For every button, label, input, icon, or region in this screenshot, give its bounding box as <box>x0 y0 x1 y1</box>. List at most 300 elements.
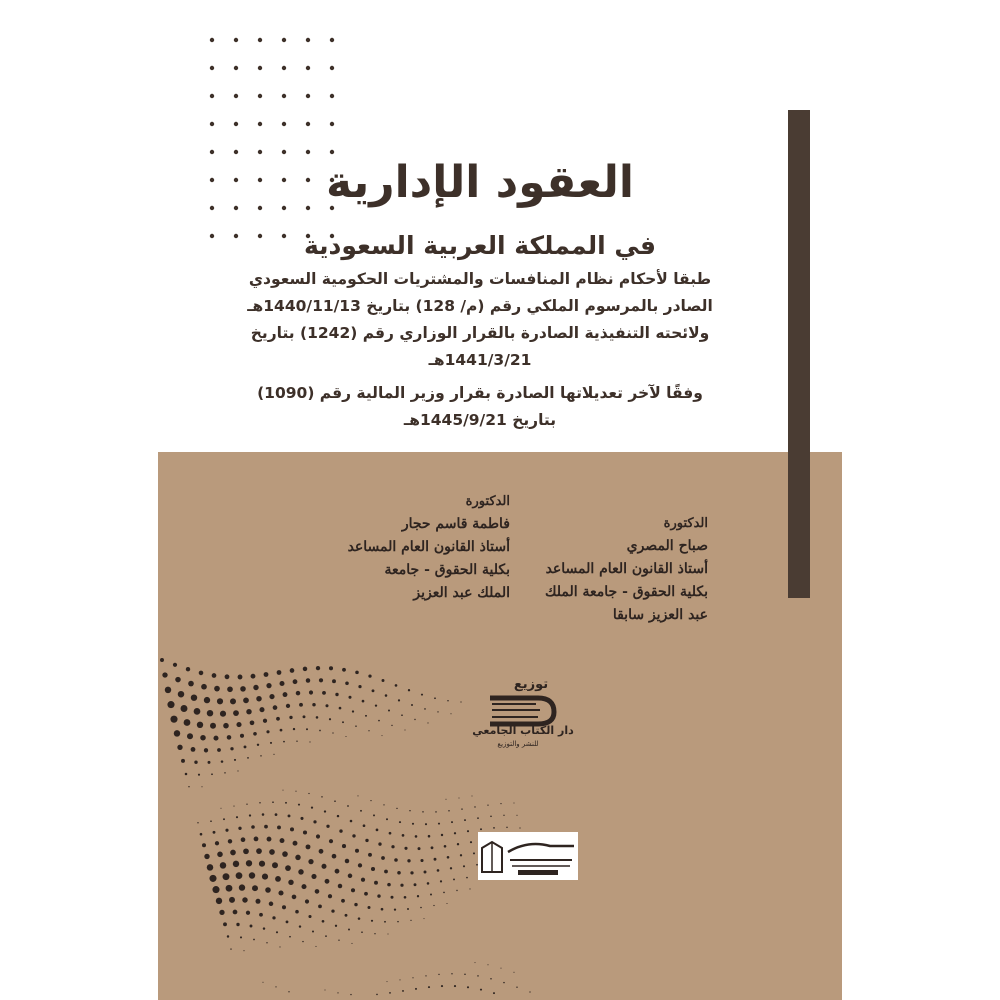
halftone-dot <box>368 674 371 677</box>
halftone-dot <box>474 806 475 807</box>
halftone-dot <box>220 711 226 717</box>
halftone-dot <box>311 807 313 809</box>
halftone-dot <box>529 991 530 992</box>
halftone-dot <box>456 890 457 891</box>
halftone-dot <box>500 803 501 804</box>
halftone-dot <box>209 875 216 882</box>
halftone-dot <box>194 708 201 715</box>
halftone-dot <box>441 985 443 987</box>
halftone-dot <box>410 920 411 921</box>
halftone-dot <box>394 858 398 862</box>
halftone-dot <box>355 849 359 853</box>
halftone-dot <box>480 828 482 830</box>
halftone-dot <box>276 717 280 721</box>
decoration-dot <box>258 38 262 42</box>
halftone-dot <box>368 853 372 857</box>
halftone-dot <box>263 927 265 929</box>
halftone-dot <box>375 704 377 706</box>
halftone-dot <box>272 862 278 868</box>
halftone-dot <box>428 835 431 838</box>
halftone-dot <box>396 808 397 809</box>
halftone-dot <box>376 829 379 832</box>
halftone-dot <box>493 992 495 994</box>
halftone-dot <box>438 823 440 825</box>
halftone-dot <box>181 705 188 712</box>
halftone-dot <box>227 735 232 740</box>
halftone-dot <box>275 876 281 882</box>
halftone-dot <box>415 835 418 838</box>
halftone-dot <box>174 730 180 736</box>
halftone-dot <box>293 841 298 846</box>
halftone-dot <box>194 760 197 763</box>
halftone-dot <box>412 823 414 825</box>
halftone-dot <box>202 843 206 847</box>
halftone-dot <box>305 899 309 903</box>
halftone-dot <box>389 832 392 835</box>
halftone-dot <box>213 831 216 834</box>
halftone-dot <box>342 668 346 672</box>
halftone-dot <box>220 808 221 809</box>
halftone-dot <box>204 748 208 752</box>
description-line: 1441/3/21هـ <box>428 351 532 369</box>
halftone-dot <box>306 844 311 849</box>
halftone-dot <box>264 672 269 677</box>
halftone-dot <box>420 907 422 909</box>
halftone-dot <box>332 732 333 733</box>
decoration-dot <box>330 122 334 126</box>
halftone-dot <box>324 989 325 990</box>
halftone-dot <box>256 696 261 701</box>
decoration-dot <box>306 94 310 98</box>
halftone-dot <box>477 975 479 977</box>
halftone-dot <box>458 797 459 798</box>
halftone-dot <box>250 925 253 928</box>
description-line: وفقًا لآخر تعديلاتها الصادرة بقرار وزير المالية رقم (1090) <box>257 384 703 402</box>
halftone-dot <box>225 829 228 832</box>
halftone-dot <box>272 801 274 803</box>
halftone-dot <box>230 850 236 856</box>
halftone-dot <box>367 906 370 909</box>
halftone-dot <box>355 725 357 727</box>
halftone-dot <box>357 795 358 796</box>
decoration-dot <box>330 66 334 70</box>
halftone-dot <box>372 689 375 692</box>
halftone-dot <box>352 710 354 712</box>
halftone-dot <box>469 888 470 889</box>
decoration-dot <box>210 66 214 70</box>
halftone-dot <box>167 701 174 708</box>
halftone-dot <box>427 882 430 885</box>
halftone-dot <box>503 815 504 816</box>
halftone-dot <box>278 890 283 895</box>
description-line: طبقا لأحكام نظام المنافسات والمشتريات الحكومية السعودي <box>248 270 712 288</box>
halftone-dot <box>238 675 243 680</box>
halftone-dot <box>519 827 520 828</box>
halftone-dot <box>316 666 320 670</box>
halftone-dot <box>216 898 222 904</box>
halftone-dot <box>188 786 189 787</box>
halftone-dot <box>425 823 427 825</box>
halftone-dot <box>306 728 308 730</box>
title-block <box>200 150 760 434</box>
halftone-dot <box>187 733 193 739</box>
author-affiliation: أستاذ القانون العام المساعد <box>545 561 708 577</box>
halftone-dot <box>283 741 285 743</box>
halftone-dot <box>309 741 310 742</box>
halftone-dot <box>293 728 295 730</box>
halftone-dot <box>200 833 203 836</box>
halftone-dot <box>225 674 230 679</box>
halftone-dot <box>319 849 324 854</box>
halftone-dot <box>303 667 308 672</box>
halftone-dot <box>251 674 256 679</box>
halftone-dot <box>254 837 259 842</box>
halftone-dot <box>387 883 391 887</box>
halftone-dot <box>411 704 413 706</box>
halftone-dot <box>422 811 423 812</box>
halftone-dot <box>243 950 244 951</box>
halftone-dot <box>407 908 409 910</box>
halftone-dot <box>250 720 255 725</box>
halftone-dot <box>295 910 299 914</box>
halftone-dot <box>243 698 249 704</box>
halftone-dot <box>446 903 447 904</box>
halftone-dot <box>342 844 346 848</box>
halftone-dot <box>184 719 191 726</box>
halftone-dot <box>467 986 469 988</box>
halftone-dot <box>337 992 338 993</box>
author-1 <box>488 512 708 627</box>
halftone-dot <box>457 843 459 845</box>
halftone-dot <box>298 869 303 874</box>
halftone-dot <box>447 856 450 859</box>
book-title: العقود الإدارية <box>326 157 634 208</box>
halftone-dot <box>233 910 238 915</box>
halftone-dot <box>249 872 255 878</box>
halftone-dot <box>345 682 349 686</box>
halftone-dot <box>318 905 322 909</box>
halftone-dot <box>339 829 342 832</box>
halftone-dot <box>259 861 265 867</box>
halftone-dot <box>298 804 300 806</box>
halftone-dot <box>358 917 361 920</box>
halftone-dot <box>267 837 272 842</box>
author-affiliation: أستاذ القانون العام المساعد <box>347 539 510 555</box>
halftone-dot <box>288 880 293 885</box>
halftone-dot <box>252 885 258 891</box>
halftone-dot <box>324 810 326 812</box>
distribution-label: توزيع <box>513 677 549 692</box>
halftone-dot <box>241 837 246 842</box>
halftone-dot <box>400 884 403 887</box>
halftone-dot <box>364 892 368 896</box>
halftone-dot <box>253 732 257 736</box>
halftone-dot <box>407 859 410 862</box>
halftone-dot <box>282 790 283 791</box>
halftone-dot <box>321 864 326 869</box>
description-line: بتاريخ 1445/9/21هـ <box>403 411 557 429</box>
halftone-dot <box>256 848 262 854</box>
decoration-dot <box>282 94 286 98</box>
halftone-dot <box>450 713 451 714</box>
halftone-dot <box>223 873 230 880</box>
description-line: الصادر بالمرسوم الملكي رقم (م/ 128) بتاريخ 1440/11/13هـ <box>247 297 713 315</box>
halftone-dot <box>299 925 301 927</box>
halftone-dot <box>434 697 436 699</box>
halftone-dot <box>415 988 417 990</box>
halftone-dot <box>296 740 297 741</box>
halftone-dot <box>279 681 284 686</box>
halftone-dot <box>280 729 283 732</box>
halftone-dot <box>348 929 350 931</box>
halftone-dot <box>211 773 213 775</box>
halftone-dot <box>358 863 362 867</box>
halftone-dot <box>240 734 244 738</box>
halftone-dot <box>450 867 452 869</box>
halftone-dot <box>197 822 198 823</box>
halftone-dot <box>265 887 271 893</box>
halftone-dot <box>303 715 306 718</box>
halftone-dot <box>378 842 381 845</box>
halftone-dot <box>259 913 263 917</box>
decoration-dot <box>234 94 238 98</box>
halftone-dot <box>424 918 425 919</box>
halftone-dot <box>260 755 261 756</box>
author-affiliation: الملك عبد العزيز <box>413 585 510 601</box>
halftone-dot <box>246 911 250 915</box>
halftone-dot <box>227 935 229 937</box>
halftone-dot <box>311 874 316 879</box>
halftone-dot <box>402 834 405 837</box>
halftone-dot <box>384 921 386 923</box>
halftone-dot <box>351 888 355 892</box>
halftone-dot <box>315 946 316 947</box>
vertical-accent-bar <box>788 110 810 598</box>
halftone-dot <box>352 834 355 837</box>
author-name: صباح المصري <box>626 538 708 554</box>
halftone-dot <box>332 679 336 683</box>
decoration-dot <box>330 38 334 42</box>
halftone-dot <box>434 858 437 861</box>
halftone-dot <box>237 770 238 771</box>
halftone-dot <box>414 883 417 886</box>
halftone-dot <box>348 696 351 699</box>
halftone-dot <box>302 941 303 942</box>
halftone-dot <box>339 707 342 710</box>
halftone-dot <box>437 711 438 712</box>
halftone-dot <box>418 847 421 850</box>
halftone-dot <box>363 824 366 827</box>
halftone-dot <box>454 832 456 834</box>
halftone-dot <box>210 820 212 822</box>
halftone-dot <box>325 935 327 937</box>
halftone-dot <box>269 849 275 855</box>
halftone-dot <box>186 667 190 671</box>
halftone-dot <box>360 810 362 812</box>
halftone-dot <box>464 973 466 975</box>
decoration-dot <box>210 122 214 126</box>
author-affiliation: بكلية الحقوق - جامعة الملك <box>544 584 708 600</box>
halftone-dot <box>365 715 367 717</box>
halftone-dot <box>185 773 188 776</box>
halftone-dot <box>391 896 394 899</box>
halftone-dot <box>319 730 321 732</box>
halftone-dot <box>322 691 326 695</box>
decoration-dot <box>210 38 214 42</box>
halftone-dot <box>316 716 319 719</box>
halftone-dot <box>355 671 359 675</box>
halftone-dot <box>473 852 475 854</box>
halftone-dot <box>440 880 442 882</box>
halftone-dot <box>345 736 346 737</box>
halftone-dot <box>347 805 349 807</box>
halftone-dot <box>262 982 263 983</box>
halftone-dot <box>397 921 399 923</box>
halftone-dot <box>288 991 289 992</box>
halftone-dot <box>259 802 261 804</box>
halftone-dot <box>374 881 378 885</box>
halftone-dot <box>444 845 447 848</box>
halftone-dot <box>279 946 280 947</box>
halftone-dot <box>295 791 296 792</box>
halftone-dot <box>269 694 274 699</box>
halftone-dot <box>412 977 413 978</box>
halftone-dot <box>303 830 307 834</box>
halftone-dot <box>233 806 234 807</box>
halftone-dot <box>361 931 363 933</box>
author-affiliation: بكلية الحقوق - جامعة <box>384 562 510 578</box>
halftone-dot <box>337 815 339 817</box>
halftone-dot <box>331 909 334 912</box>
decoration-dot <box>258 66 262 70</box>
publisher-tagline: للنشر والتوزيع <box>497 740 539 748</box>
halftone-dot <box>430 894 432 896</box>
halftone-dot <box>230 698 236 704</box>
halftone-dot <box>431 846 434 849</box>
halftone-dot <box>233 861 239 867</box>
halftone-dot <box>334 800 336 802</box>
halftone-dot <box>282 905 286 909</box>
decoration-dot <box>234 38 238 42</box>
halftone-dot <box>350 820 353 823</box>
halftone-dot <box>223 818 225 820</box>
halftone-dot <box>286 920 289 923</box>
halftone-dot <box>470 841 472 843</box>
halftone-dot <box>178 691 185 698</box>
halftone-dot <box>295 855 300 860</box>
halftone-dot <box>490 816 492 818</box>
halftone-dot <box>238 827 241 830</box>
halftone-dot <box>273 705 278 710</box>
halftone-dot <box>292 895 297 900</box>
halftone-dot <box>387 933 388 934</box>
halftone-dot <box>253 939 255 941</box>
halftone-dot <box>262 813 265 816</box>
halftone-dot <box>244 745 247 748</box>
halftone-dot <box>296 691 301 696</box>
halftone-dot <box>335 869 340 874</box>
halftone-dot <box>246 709 251 714</box>
halftone-dot <box>381 856 385 860</box>
halftone-dot <box>208 761 211 764</box>
halftone-dot <box>445 799 446 800</box>
halftone-dot <box>312 930 314 932</box>
halftone-dot <box>345 859 350 864</box>
halftone-dot <box>204 697 210 703</box>
halftone-dot <box>464 819 466 821</box>
halftone-dot <box>397 871 401 875</box>
decoration-dot <box>306 38 310 42</box>
halftone-dot <box>490 978 492 980</box>
halftone-dot <box>381 908 384 911</box>
halftone-dot <box>335 693 338 696</box>
halftone-dot <box>342 721 344 723</box>
author-degree: الدكتورة <box>663 516 708 531</box>
halftone-dot <box>170 716 177 723</box>
halftone-dot <box>329 718 331 720</box>
halftone-dot <box>466 877 468 879</box>
halftone-dot <box>214 686 220 692</box>
halftone-dot <box>399 979 400 980</box>
halftone-dot <box>191 694 197 700</box>
halftone-dot <box>165 687 172 694</box>
halftone-dot <box>370 800 371 801</box>
halftone-dot <box>513 802 514 803</box>
halftone-dot <box>365 839 368 842</box>
halftone-dot <box>197 722 203 728</box>
halftone-dot <box>381 735 382 736</box>
halftone-dot <box>210 723 216 729</box>
halftone-dot <box>251 825 255 829</box>
halftone-dot <box>275 813 278 816</box>
halftone-dot <box>308 859 313 864</box>
halftone-dot <box>475 962 476 963</box>
halftone-dot <box>247 757 249 759</box>
halftone-dot <box>272 916 275 919</box>
halftone-dot <box>374 933 375 934</box>
halftone-dot <box>277 670 282 675</box>
halftone-dot <box>309 690 313 694</box>
halftone-dot <box>239 884 245 890</box>
halftone-dot <box>338 940 339 941</box>
halftone-dot <box>289 716 292 719</box>
halftone-dot <box>461 808 462 809</box>
halftone-dot <box>308 793 309 794</box>
halftone-dot <box>386 981 387 982</box>
decoration-dot <box>306 122 310 126</box>
halftone-dot <box>371 867 375 871</box>
halftone-dot <box>275 986 276 987</box>
decoration-dot <box>234 66 238 70</box>
halftone-dot <box>217 698 223 704</box>
decoration-dot <box>210 94 214 98</box>
halftone-dot <box>240 936 242 938</box>
halftone-dot <box>243 848 249 854</box>
halftone-dot <box>378 720 380 722</box>
halftone-dot <box>399 821 401 823</box>
halftone-dot <box>441 834 443 836</box>
halftone-dot <box>451 973 452 974</box>
halftone-dot <box>234 759 236 761</box>
halftone-dot <box>266 683 271 688</box>
halftone-dot <box>256 899 261 904</box>
halftone-dot <box>269 902 274 907</box>
halftone-dot <box>402 990 404 992</box>
halftone-dot <box>276 931 278 933</box>
halftone-dot <box>391 725 392 726</box>
description-line: ولائحته التنفيذية الصادرة بالقرار الوزاري رقم (1242) بتاريخ <box>250 324 710 342</box>
halftone-dot <box>288 814 291 817</box>
